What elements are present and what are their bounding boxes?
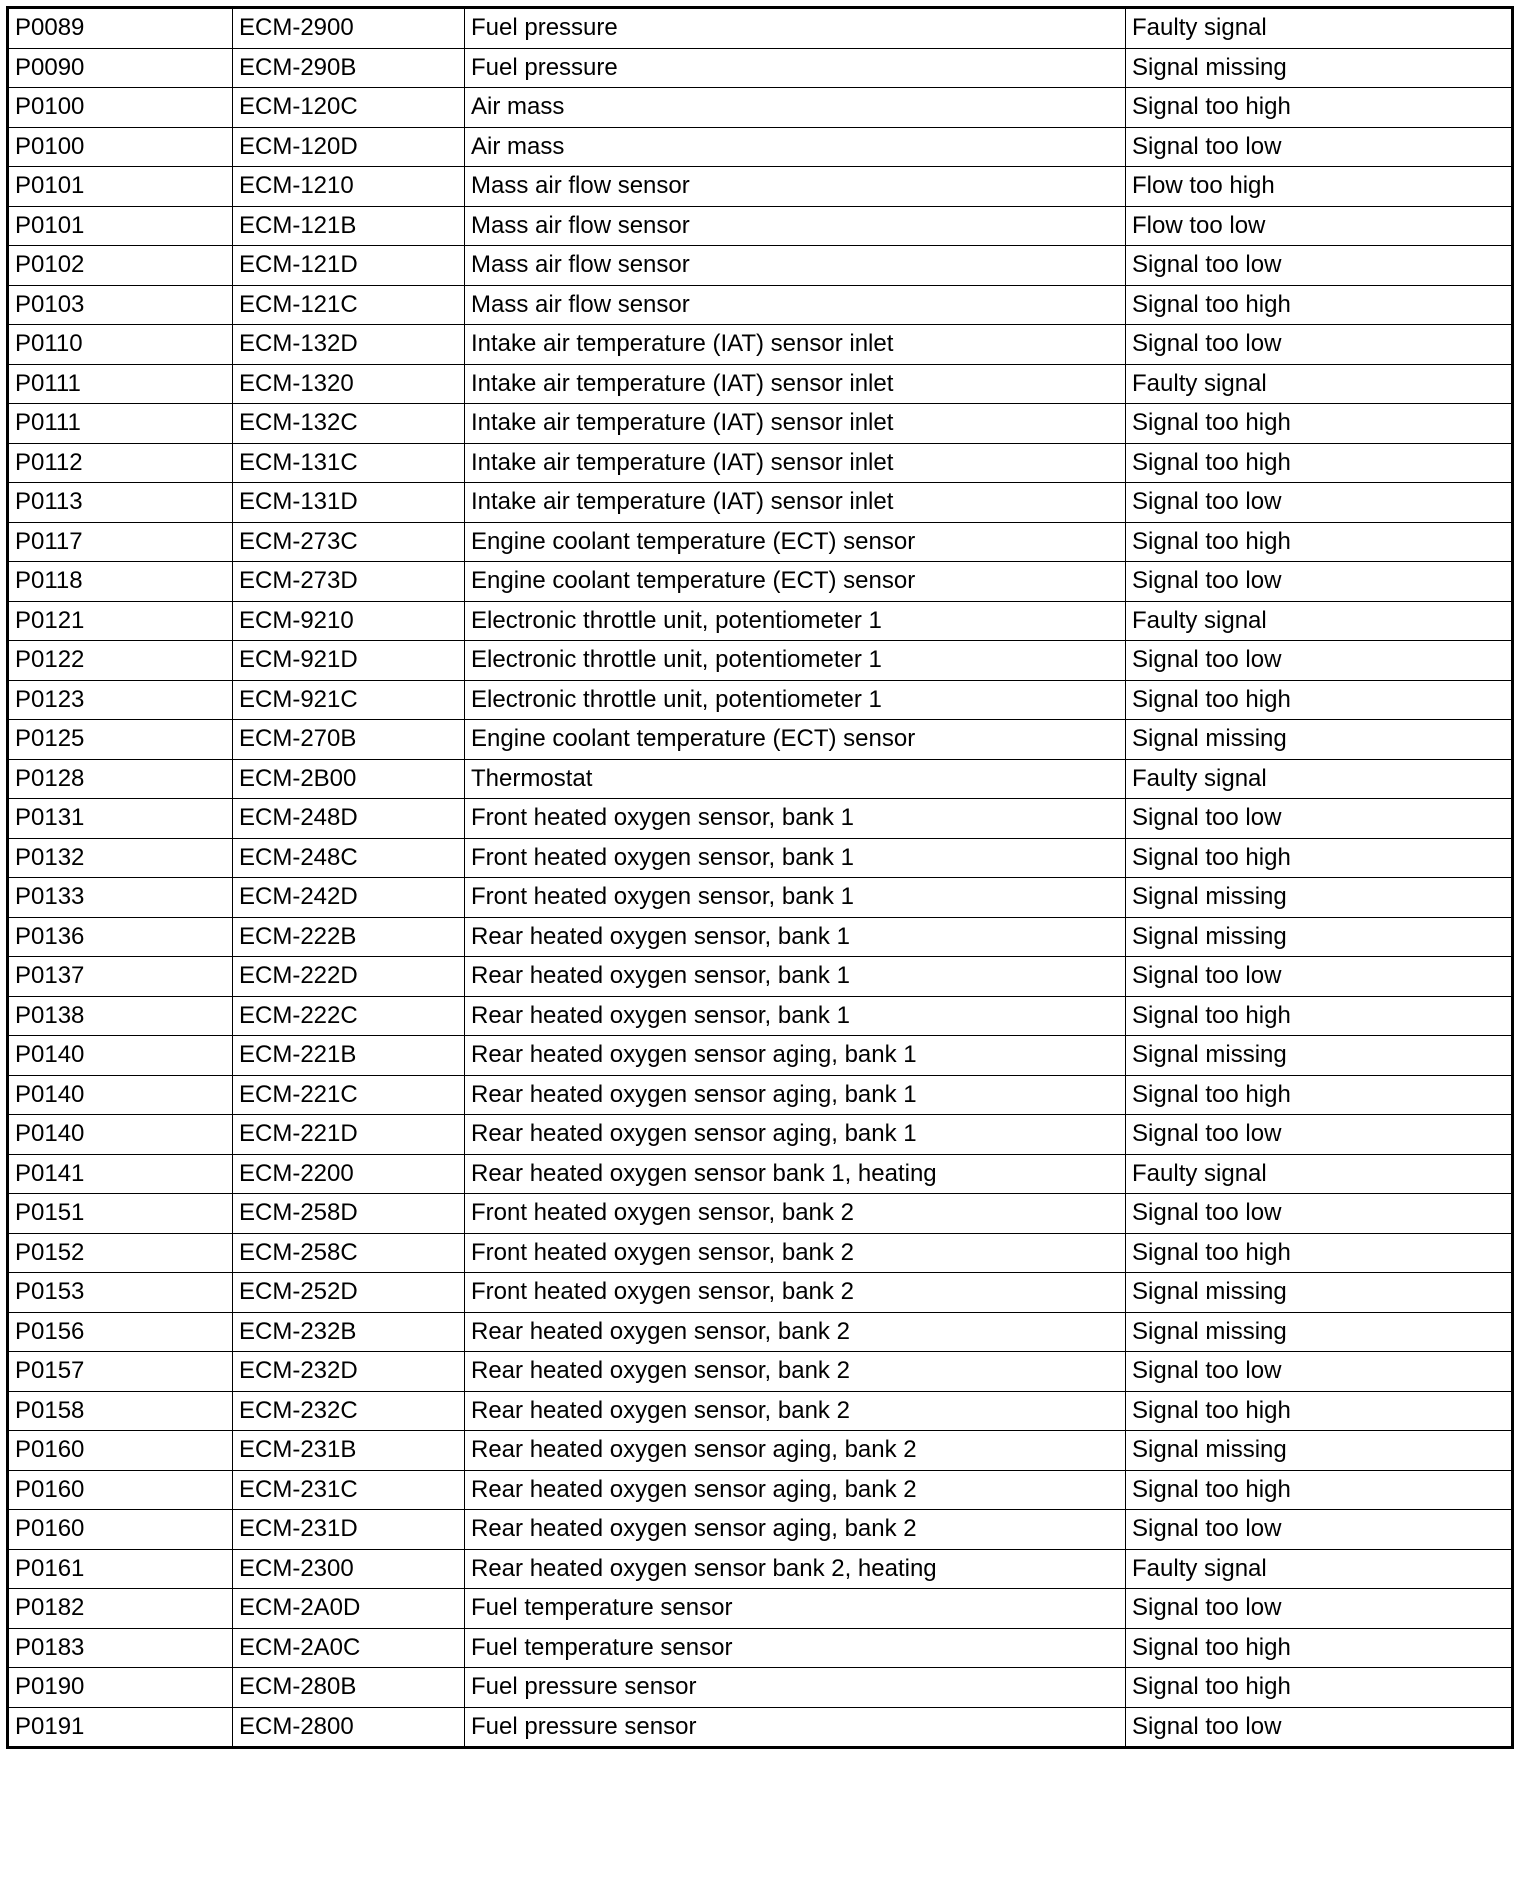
ecm-code-cell: ECM-222C <box>233 996 465 1036</box>
obd-code-cell: P0101 <box>8 206 233 246</box>
ecm-code-cell: ECM-258D <box>233 1194 465 1234</box>
ecm-code-cell: ECM-222D <box>233 957 465 997</box>
table-row <box>8 680 1513 720</box>
obd-code-cell: P0140 <box>8 1036 233 1076</box>
ecm-code-cell: ECM-2300 <box>233 1549 465 1589</box>
component-cell: Mass air flow sensor <box>465 246 1126 286</box>
fault-cell: Signal too high <box>1126 1233 1513 1273</box>
ecm-code-cell: ECM-2A0D <box>233 1589 465 1629</box>
fault-cell: Signal too low <box>1126 1589 1513 1629</box>
table-row <box>8 1470 1513 1510</box>
ecm-code-cell: ECM-2200 <box>233 1154 465 1194</box>
obd-code-cell: P0131 <box>8 799 233 839</box>
table-row <box>8 246 1513 286</box>
component-cell: Electronic throttle unit, potentiometer 1 <box>465 641 1126 681</box>
ecm-code-cell: ECM-221B <box>233 1036 465 1076</box>
table-row <box>8 1115 1513 1155</box>
component-cell: Mass air flow sensor <box>465 167 1126 207</box>
obd-code-cell: P0190 <box>8 1668 233 1708</box>
ecm-code-cell: ECM-280B <box>233 1668 465 1708</box>
obd-code-cell: P0191 <box>8 1707 233 1748</box>
table-row <box>8 443 1513 483</box>
obd-code-cell: P0117 <box>8 522 233 562</box>
fault-cell: Signal missing <box>1126 1036 1513 1076</box>
fault-cell: Signal missing <box>1126 1431 1513 1471</box>
component-cell: Intake air temperature (IAT) sensor inlet <box>465 404 1126 444</box>
fault-cell: Signal too high <box>1126 680 1513 720</box>
fault-cell: Signal missing <box>1126 1273 1513 1313</box>
component-cell: Engine coolant temperature (ECT) sensor <box>465 720 1126 760</box>
ecm-code-cell: ECM-2A0C <box>233 1628 465 1668</box>
component-cell: Fuel pressure sensor <box>465 1668 1126 1708</box>
fault-cell: Signal too high <box>1126 1668 1513 1708</box>
table-row <box>8 1628 1513 1668</box>
table-row <box>8 1154 1513 1194</box>
obd-code-cell: P0113 <box>8 483 233 523</box>
table-row <box>8 483 1513 523</box>
fault-cell: Signal too low <box>1126 799 1513 839</box>
component-cell: Intake air temperature (IAT) sensor inlet <box>465 364 1126 404</box>
obd-code-cell: P0161 <box>8 1549 233 1589</box>
obd-code-cell: P0140 <box>8 1115 233 1155</box>
fault-cell: Signal too low <box>1126 483 1513 523</box>
component-cell: Engine coolant temperature (ECT) sensor <box>465 562 1126 602</box>
fault-cell: Flow too high <box>1126 167 1513 207</box>
fault-cell: Signal too high <box>1126 443 1513 483</box>
component-cell: Front heated oxygen sensor, bank 2 <box>465 1194 1126 1234</box>
fault-cell: Signal too low <box>1126 641 1513 681</box>
ecm-code-cell: ECM-131C <box>233 443 465 483</box>
ecm-code-cell: ECM-121B <box>233 206 465 246</box>
table-row <box>8 838 1513 878</box>
obd-code-cell: P0133 <box>8 878 233 918</box>
obd-code-cell: P0121 <box>8 601 233 641</box>
fault-cell: Signal too high <box>1126 1470 1513 1510</box>
fault-cell: Faulty signal <box>1126 601 1513 641</box>
obd-code-cell: P0128 <box>8 759 233 799</box>
table-row <box>8 601 1513 641</box>
table-row <box>8 1589 1513 1629</box>
table-row <box>8 799 1513 839</box>
ecm-code-cell: ECM-221C <box>233 1075 465 1115</box>
ecm-code-cell: ECM-270B <box>233 720 465 760</box>
fault-cell: Signal too low <box>1126 127 1513 167</box>
table-row <box>8 996 1513 1036</box>
component-cell: Rear heated oxygen sensor aging, bank 2 <box>465 1470 1126 1510</box>
obd-code-cell: P0100 <box>8 127 233 167</box>
fault-cell: Signal too high <box>1126 1391 1513 1431</box>
component-cell: Rear heated oxygen sensor, bank 1 <box>465 996 1126 1036</box>
ecm-code-cell: ECM-231C <box>233 1470 465 1510</box>
component-cell: Rear heated oxygen sensor, bank 2 <box>465 1391 1126 1431</box>
fault-cell: Signal too high <box>1126 404 1513 444</box>
ecm-code-cell: ECM-248C <box>233 838 465 878</box>
ecm-code-cell: ECM-242D <box>233 878 465 918</box>
fault-cell: Signal too high <box>1126 285 1513 325</box>
table-row <box>8 206 1513 246</box>
component-cell: Rear heated oxygen sensor, bank 1 <box>465 957 1126 997</box>
ecm-code-cell: ECM-2800 <box>233 1707 465 1748</box>
fault-cell: Signal missing <box>1126 48 1513 88</box>
obd-code-cell: P0138 <box>8 996 233 1036</box>
ecm-code-cell: ECM-290B <box>233 48 465 88</box>
table-row <box>8 1312 1513 1352</box>
obd-code-cell: P0183 <box>8 1628 233 1668</box>
ecm-code-cell: ECM-231D <box>233 1510 465 1550</box>
component-cell: Intake air temperature (IAT) sensor inlet <box>465 325 1126 365</box>
fault-cell: Signal too low <box>1126 1707 1513 1748</box>
ecm-code-cell: ECM-121D <box>233 246 465 286</box>
component-cell: Fuel pressure <box>465 8 1126 49</box>
obd-code-cell: P0101 <box>8 167 233 207</box>
obd-code-cell: P0153 <box>8 1273 233 1313</box>
dtc-table-body <box>8 8 1513 1748</box>
table-row <box>8 957 1513 997</box>
table-row <box>8 1668 1513 1708</box>
component-cell: Intake air temperature (IAT) sensor inlet <box>465 443 1126 483</box>
fault-cell: Signal missing <box>1126 720 1513 760</box>
ecm-code-cell: ECM-1210 <box>233 167 465 207</box>
component-cell: Rear heated oxygen sensor aging, bank 1 <box>465 1115 1126 1155</box>
ecm-code-cell: ECM-273D <box>233 562 465 602</box>
obd-code-cell: P0137 <box>8 957 233 997</box>
ecm-code-cell: ECM-252D <box>233 1273 465 1313</box>
ecm-code-cell: ECM-132C <box>233 404 465 444</box>
table-row <box>8 1391 1513 1431</box>
component-cell: Thermostat <box>465 759 1126 799</box>
obd-code-cell: P0100 <box>8 88 233 128</box>
obd-code-cell: P0112 <box>8 443 233 483</box>
obd-code-cell: P0132 <box>8 838 233 878</box>
component-cell: Rear heated oxygen sensor bank 2, heating <box>465 1549 1126 1589</box>
component-cell: Rear heated oxygen sensor aging, bank 1 <box>465 1075 1126 1115</box>
table-row <box>8 562 1513 602</box>
obd-code-cell: P0160 <box>8 1470 233 1510</box>
table-row <box>8 878 1513 918</box>
table-row <box>8 88 1513 128</box>
component-cell: Air mass <box>465 127 1126 167</box>
fault-cell: Signal too high <box>1126 522 1513 562</box>
component-cell: Fuel temperature sensor <box>465 1628 1126 1668</box>
fault-cell: Faulty signal <box>1126 1549 1513 1589</box>
fault-cell: Signal too low <box>1126 1115 1513 1155</box>
ecm-code-cell: ECM-273C <box>233 522 465 562</box>
table-row <box>8 641 1513 681</box>
table-row <box>8 759 1513 799</box>
table-row <box>8 1075 1513 1115</box>
fault-cell: Signal missing <box>1126 878 1513 918</box>
table-row <box>8 1431 1513 1471</box>
fault-cell: Signal too high <box>1126 1075 1513 1115</box>
ecm-code-cell: ECM-131D <box>233 483 465 523</box>
fault-cell: Faulty signal <box>1126 8 1513 49</box>
component-cell: Rear heated oxygen sensor, bank 2 <box>465 1312 1126 1352</box>
ecm-code-cell: ECM-231B <box>233 1431 465 1471</box>
ecm-code-cell: ECM-9210 <box>233 601 465 641</box>
obd-code-cell: P0151 <box>8 1194 233 1234</box>
fault-cell: Signal too high <box>1126 1628 1513 1668</box>
obd-code-cell: P0140 <box>8 1075 233 1115</box>
ecm-code-cell: ECM-258C <box>233 1233 465 1273</box>
obd-code-cell: P0157 <box>8 1352 233 1392</box>
ecm-code-cell: ECM-120D <box>233 127 465 167</box>
ecm-code-cell: ECM-2900 <box>233 8 465 49</box>
component-cell: Rear heated oxygen sensor, bank 1 <box>465 917 1126 957</box>
table-row <box>8 364 1513 404</box>
ecm-code-cell: ECM-132D <box>233 325 465 365</box>
obd-code-cell: P0103 <box>8 285 233 325</box>
obd-code-cell: P0090 <box>8 48 233 88</box>
table-row <box>8 48 1513 88</box>
obd-code-cell: P0182 <box>8 1589 233 1629</box>
ecm-code-cell: ECM-221D <box>233 1115 465 1155</box>
ecm-code-cell: ECM-120C <box>233 88 465 128</box>
obd-code-cell: P0160 <box>8 1431 233 1471</box>
table-row <box>8 1273 1513 1313</box>
obd-code-cell: P0141 <box>8 1154 233 1194</box>
table-row <box>8 917 1513 957</box>
fault-cell: Signal too low <box>1126 1352 1513 1392</box>
ecm-code-cell: ECM-232C <box>233 1391 465 1431</box>
component-cell: Front heated oxygen sensor, bank 2 <box>465 1273 1126 1313</box>
component-cell: Fuel pressure sensor <box>465 1707 1126 1748</box>
component-cell: Front heated oxygen sensor, bank 1 <box>465 878 1126 918</box>
fault-cell: Faulty signal <box>1126 1154 1513 1194</box>
obd-code-cell: P0111 <box>8 364 233 404</box>
fault-cell: Signal too low <box>1126 325 1513 365</box>
fault-cell: Signal too high <box>1126 996 1513 1036</box>
ecm-code-cell: ECM-2B00 <box>233 759 465 799</box>
fault-cell: Faulty signal <box>1126 364 1513 404</box>
table-row <box>8 1549 1513 1589</box>
obd-code-cell: P0158 <box>8 1391 233 1431</box>
obd-code-cell: P0118 <box>8 562 233 602</box>
fault-cell: Signal missing <box>1126 917 1513 957</box>
component-cell: Fuel temperature sensor <box>465 1589 1126 1629</box>
ecm-code-cell: ECM-248D <box>233 799 465 839</box>
fault-cell: Signal too low <box>1126 246 1513 286</box>
table-row <box>8 1707 1513 1748</box>
component-cell: Air mass <box>465 88 1126 128</box>
obd-code-cell: P0125 <box>8 720 233 760</box>
table-row <box>8 8 1513 49</box>
obd-code-cell: P0122 <box>8 641 233 681</box>
component-cell: Electronic throttle unit, potentiometer 1 <box>465 680 1126 720</box>
fault-cell: Signal too low <box>1126 957 1513 997</box>
obd-code-cell: P0089 <box>8 8 233 49</box>
component-cell: Front heated oxygen sensor, bank 2 <box>465 1233 1126 1273</box>
component-cell: Fuel pressure <box>465 48 1126 88</box>
table-row <box>8 1510 1513 1550</box>
table-row <box>8 127 1513 167</box>
component-cell: Engine coolant temperature (ECT) sensor <box>465 522 1126 562</box>
ecm-code-cell: ECM-222B <box>233 917 465 957</box>
ecm-code-cell: ECM-121C <box>233 285 465 325</box>
table-row <box>8 522 1513 562</box>
component-cell: Mass air flow sensor <box>465 285 1126 325</box>
component-cell: Front heated oxygen sensor, bank 1 <box>465 799 1126 839</box>
obd-code-cell: P0123 <box>8 680 233 720</box>
table-row <box>8 1036 1513 1076</box>
component-cell: Intake air temperature (IAT) sensor inlet <box>465 483 1126 523</box>
obd-code-cell: P0152 <box>8 1233 233 1273</box>
obd-code-cell: P0110 <box>8 325 233 365</box>
fault-cell: Signal too low <box>1126 562 1513 602</box>
obd-code-cell: P0160 <box>8 1510 233 1550</box>
fault-cell: Faulty signal <box>1126 759 1513 799</box>
document-page <box>6 6 1511 1749</box>
obd-code-cell: P0136 <box>8 917 233 957</box>
fault-cell: Signal too low <box>1126 1510 1513 1550</box>
component-cell: Rear heated oxygen sensor aging, bank 2 <box>465 1431 1126 1471</box>
component-cell: Rear heated oxygen sensor aging, bank 2 <box>465 1510 1126 1550</box>
ecm-code-cell: ECM-921D <box>233 641 465 681</box>
component-cell: Mass air flow sensor <box>465 206 1126 246</box>
fault-cell: Signal too high <box>1126 838 1513 878</box>
ecm-code-cell: ECM-921C <box>233 680 465 720</box>
ecm-code-cell: ECM-232D <box>233 1352 465 1392</box>
obd-code-cell: P0111 <box>8 404 233 444</box>
table-row <box>8 285 1513 325</box>
table-row <box>8 720 1513 760</box>
component-cell: Rear heated oxygen sensor, bank 2 <box>465 1352 1126 1392</box>
component-cell: Front heated oxygen sensor, bank 1 <box>465 838 1126 878</box>
component-cell: Rear heated oxygen sensor bank 1, heating <box>465 1154 1126 1194</box>
component-cell: Rear heated oxygen sensor aging, bank 1 <box>465 1036 1126 1076</box>
obd-code-cell: P0102 <box>8 246 233 286</box>
table-row <box>8 325 1513 365</box>
dtc-table <box>6 6 1514 1749</box>
fault-cell: Flow too low <box>1126 206 1513 246</box>
fault-cell: Signal missing <box>1126 1312 1513 1352</box>
table-row <box>8 167 1513 207</box>
fault-cell: Signal too high <box>1126 88 1513 128</box>
table-row <box>8 1233 1513 1273</box>
table-row <box>8 404 1513 444</box>
fault-cell: Signal too low <box>1126 1194 1513 1234</box>
component-cell: Electronic throttle unit, potentiometer 1 <box>465 601 1126 641</box>
ecm-code-cell: ECM-232B <box>233 1312 465 1352</box>
obd-code-cell: P0156 <box>8 1312 233 1352</box>
table-row <box>8 1194 1513 1234</box>
table-row <box>8 1352 1513 1392</box>
ecm-code-cell: ECM-1320 <box>233 364 465 404</box>
